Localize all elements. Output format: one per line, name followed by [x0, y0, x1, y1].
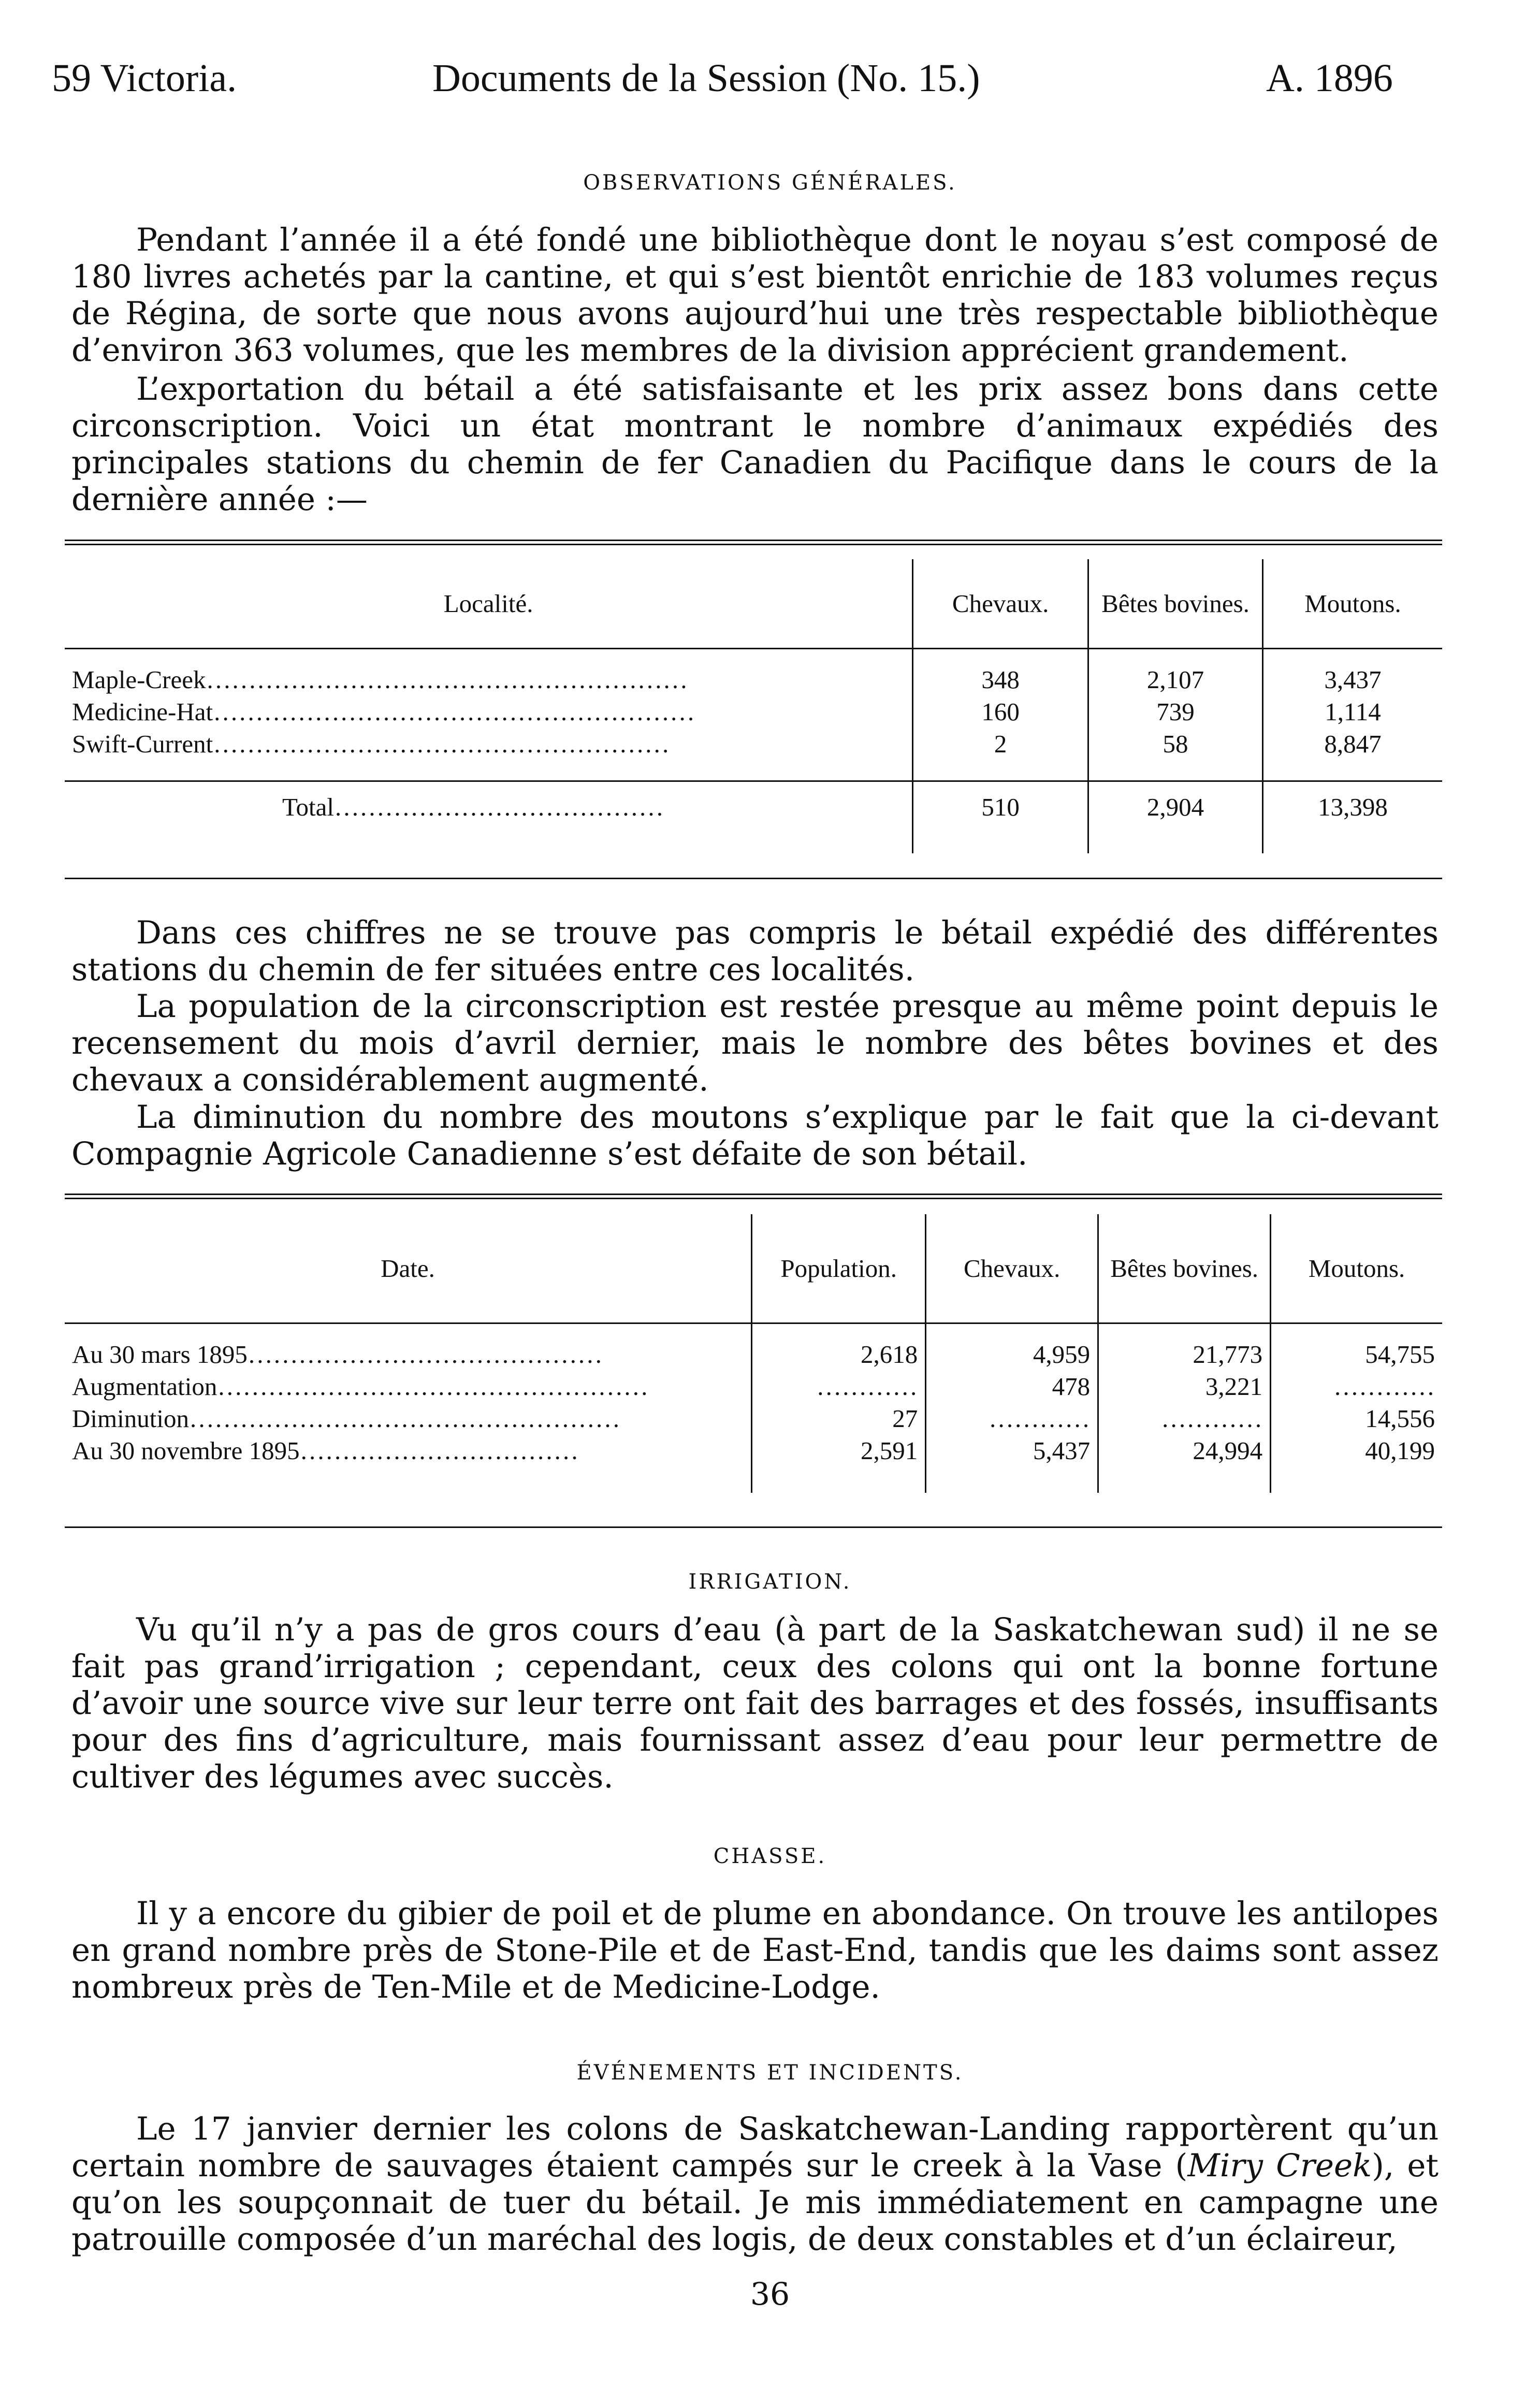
shipments-table: [65, 559, 1442, 853]
column-header-chevaux: Chevaux.: [913, 559, 1088, 648]
cell-betes-bovines: 2,107: [1088, 664, 1263, 696]
column-header-population: Population.: [752, 1214, 926, 1323]
total-chevaux: 510: [913, 781, 1088, 833]
paragraph-text: La diminution du nombre des moutons s’explique par le fait que la ci-devant Compagnie Agricole Canadienne s’est défaite de son bétail.: [71, 1099, 1439, 1172]
paragraph-irrigation: [71, 1611, 1439, 1795]
paragraph-chasse: [71, 1895, 1439, 2005]
table-row: [65, 1371, 1442, 1403]
cell-population: 2,618: [752, 1339, 926, 1371]
table1-top-rule-inner: [65, 544, 1442, 545]
column-header-betes-bovines: Bêtes bovines.: [1098, 1214, 1271, 1323]
paragraph-text: Dans ces chiffres ne se trouve pas compris le bétail expédié des différentes stations du chemin de fer situées entre ces localités.: [71, 914, 1439, 988]
row-label: Medicine-Hat…………………………………………………: [72, 697, 695, 726]
table-total-row: [65, 781, 1442, 833]
paragraph-evenements: Le 17 janvier dernier les colons de Saskatchewan-Landing rapportèrent qu’un certain nombre de sauvages étaient campés sur le creek à la Vase (Miry Creek), et qu’on les soupçonnait de tuer du bétail. Je mis immédiatement en campagne une patrouille composée d’un maréchal des logis, de deux constables et d’un éclaireur,: [71, 2111, 1439, 2258]
section-title-irrigation: IRRIGATION.: [688, 1570, 852, 1594]
cell-betes-bovines: …………: [1098, 1403, 1271, 1435]
paragraph-exportation: [71, 371, 1439, 518]
table1-bottom-rule: [65, 878, 1442, 879]
column-header-moutons: Moutons.: [1262, 559, 1442, 648]
paragraph-chiffres: [71, 914, 1439, 988]
table-header-row: [65, 559, 1442, 648]
cell-chevaux: 478: [926, 1371, 1098, 1403]
paragraph-text: Pendant l’année il a été fondé une bibliothèque dont le noyau s’est composé de 180 livres achetés par la cantine, et qui s’est bientôt enrichie de 183 volumes reçus de Régina, de sorte que nous avons aujourd’hui une très respectable bibliothèque d’environ 363 volumes, que les membres de la division apprécient grandement.: [71, 222, 1439, 369]
table2-top-rule-inner: [65, 1198, 1442, 1199]
population-table: [65, 1214, 1442, 1493]
header-document-year: A. 1896: [1266, 56, 1393, 100]
cell-population: …………: [752, 1371, 926, 1403]
section-title-chasse: CHASSE.: [713, 1844, 827, 1868]
cell-moutons: 40,199: [1271, 1435, 1442, 1467]
cell-moutons: 1,114: [1262, 696, 1442, 728]
cell-betes-bovines: 739: [1088, 696, 1263, 728]
cell-chevaux: …………: [926, 1403, 1098, 1435]
cell-betes-bovines: 24,994: [1098, 1435, 1271, 1467]
paragraph-text: L’exportation du bétail a été satisfaisante et les prix assez bons dans cette circonscription. Voici un état montrant le nombre d’animaux expédiés des principales stations du chemin de fer Canadien du Pacifique dans le cours de la dernière année :—: [71, 371, 1439, 518]
cell-moutons: 14,556: [1271, 1403, 1442, 1435]
section-title-observations: OBSERVATIONS GÉNÉRALES.: [583, 171, 957, 195]
table-row: [65, 664, 1442, 696]
page-number: 36: [750, 2276, 790, 2312]
paragraph-text: Il y a encore du gibier de poil et de plume en abondance. On trouve les antilopes en grand nombre près de Stone-Pile et de East-End, tandis que les daims sont assez nombreux près de Ten-Mile et de Medicine-Lodge.: [71, 1895, 1439, 2005]
row-label: Swift-Current………………………………………………: [72, 730, 670, 758]
section-title-evenements: ÉVÉNEMENTS ET INCIDENTS.: [576, 2061, 964, 2085]
table-row: [65, 728, 1442, 760]
cell-chevaux: 160: [913, 696, 1088, 728]
total-label: Total…………………………………: [282, 792, 664, 821]
table-row: [65, 1339, 1442, 1371]
cell-betes-bovines: 21,773: [1098, 1339, 1271, 1371]
header-document-title: Documents de la Session (No. 15.): [432, 56, 980, 100]
cell-moutons: 8,847: [1262, 728, 1442, 760]
paragraph-text: La population de la circonscription est restée presque au même point depuis le recensement du mois d’avril dernier, mais le nombre des bêtes bovines et des chevaux a considérablement augmenté.: [71, 988, 1439, 1098]
cell-betes-bovines: 58: [1088, 728, 1263, 760]
column-header-moutons: Moutons.: [1271, 1214, 1442, 1323]
cell-population: 2,591: [752, 1435, 926, 1467]
column-header-date: Date.: [381, 1254, 435, 1283]
table2-bottom-rule: [65, 1526, 1442, 1528]
miry-creek-italic: Miry Creek: [1187, 2147, 1372, 2184]
cell-chevaux: 4,959: [926, 1339, 1098, 1371]
table-row: [65, 1435, 1442, 1467]
cell-chevaux: 2: [913, 728, 1088, 760]
row-label: Diminution……………………………………………: [72, 1404, 620, 1433]
cell-moutons: …………: [1271, 1371, 1442, 1403]
paragraph-moutons: [71, 1099, 1439, 1172]
table1-top-rule: [65, 540, 1442, 541]
row-label: Au 30 novembre 1895……………………………: [72, 1436, 579, 1465]
cell-moutons: 54,755: [1271, 1339, 1442, 1371]
cell-population: 27: [752, 1403, 926, 1435]
column-header-betes-bovines: Bêtes bovines.: [1088, 559, 1263, 648]
cell-betes-bovines: 3,221: [1098, 1371, 1271, 1403]
table-row: [65, 696, 1442, 728]
row-label: Maple-Creek…………………………………………………: [72, 665, 688, 694]
row-label: Augmentation……………………………………………: [72, 1372, 649, 1401]
cell-chevaux: 5,437: [926, 1435, 1098, 1467]
header-session-year: 59 Victoria.: [52, 56, 237, 100]
table-header-row: [65, 1214, 1442, 1323]
total-betes-bovines: 2,904: [1088, 781, 1263, 833]
total-moutons: 13,398: [1262, 781, 1442, 833]
table-row: [65, 1403, 1442, 1435]
paragraph-text: Vu qu’il n’y a pas de gros cours d’eau (à part de la Saskatchewan sud) il ne se fait pas grand’irrigation ; cependant, ceux des colons qui ont la bonne fortune d’avoir une source vive sur leur terre ont fait des barrages et des fossés, insuffisants pour des fins d’agriculture, mais fournissant assez d’eau pour leur permettre de cultiver des légumes avec succès.: [71, 1611, 1439, 1795]
row-label: Au 30 mars 1895……………………………………: [72, 1340, 603, 1369]
cell-moutons: 3,437: [1262, 664, 1442, 696]
paragraph-population: [71, 988, 1439, 1098]
cell-chevaux: 348: [913, 664, 1088, 696]
column-header-chevaux: Chevaux.: [926, 1214, 1098, 1323]
paragraph-bibliotheque: [71, 222, 1439, 369]
table2-top-rule: [65, 1194, 1442, 1195]
column-header-localite: Localité.: [443, 589, 533, 618]
